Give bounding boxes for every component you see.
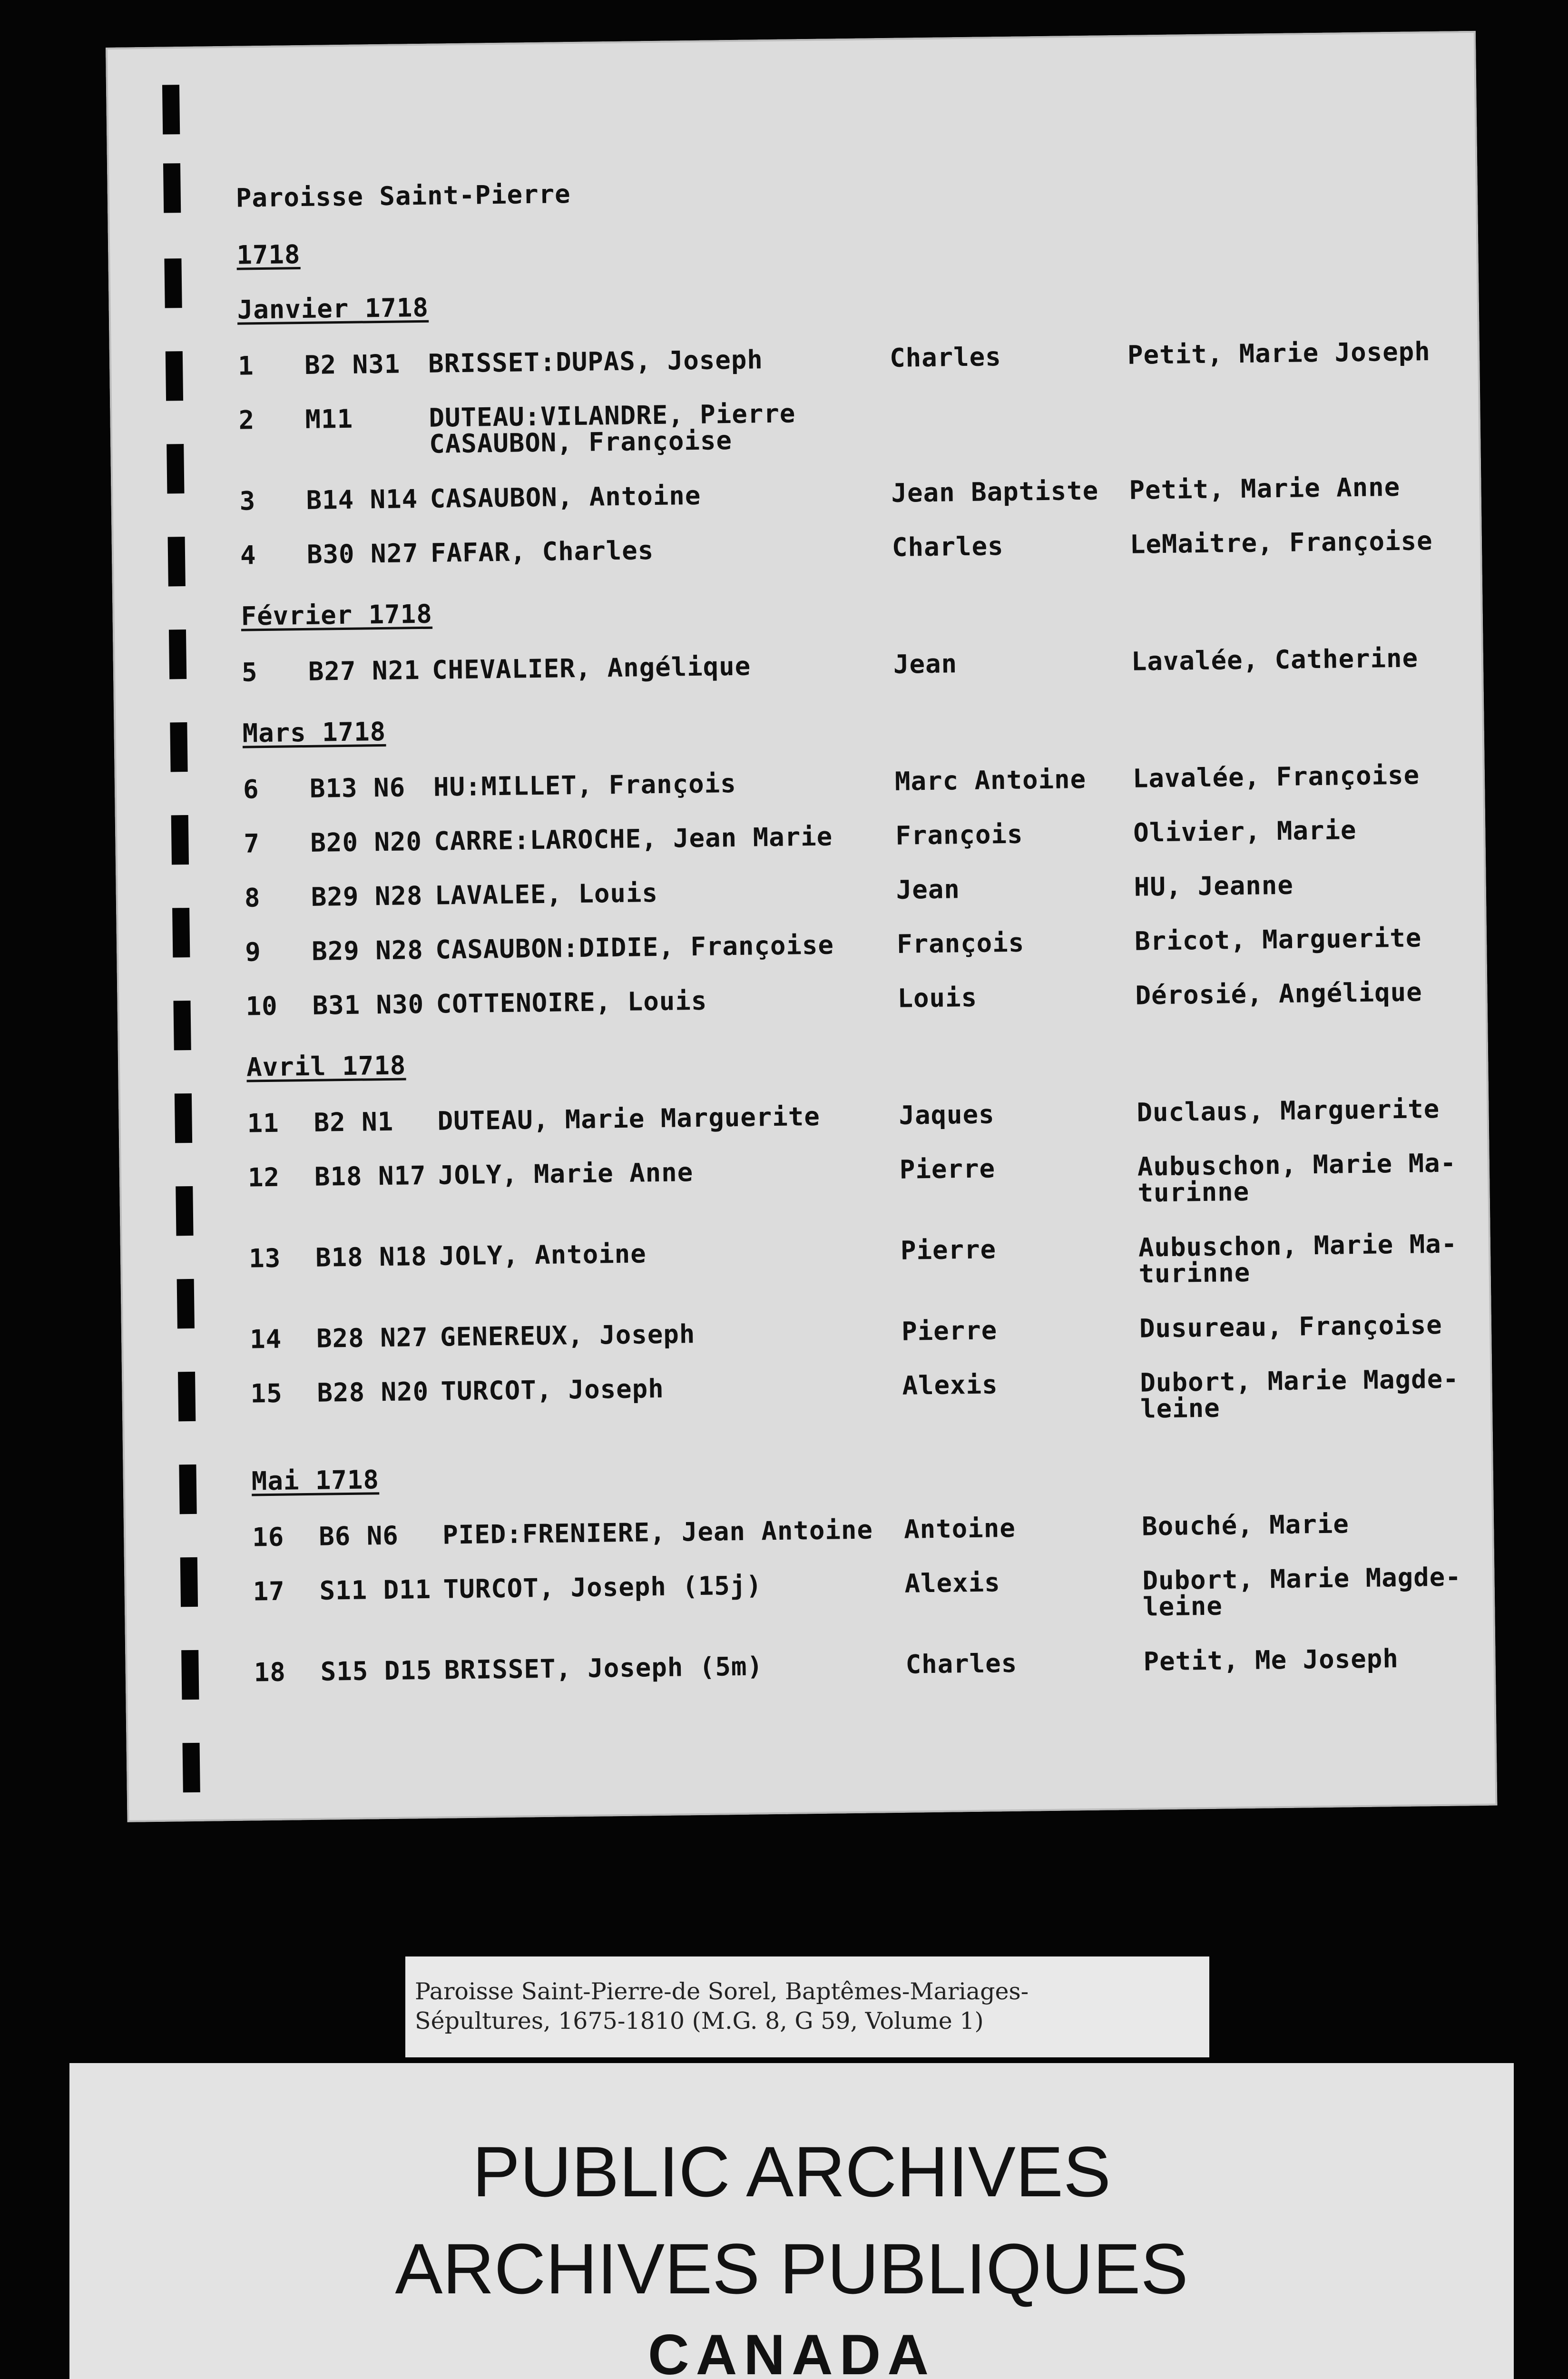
entry-register-codes: S11 D11 [319, 1574, 431, 1606]
entry-mother: Bouché, Marie [1141, 1509, 1350, 1542]
entry-father: Jaques [899, 1099, 995, 1131]
entry-name: DUTEAU:VILANDRE, Pierre [429, 398, 796, 433]
entry-father: François [896, 927, 1025, 959]
entry-father: Charles [905, 1648, 1018, 1680]
entry-mother: Dérosié, Angélique [1135, 977, 1423, 1011]
entry-number: 8 [244, 883, 261, 913]
entry-register-codes: B28 N27 [316, 1322, 429, 1354]
entry-mother: Petit, Me Joseph [1143, 1643, 1399, 1677]
entry-number: 7 [244, 828, 260, 859]
entry-name: BRISSET, Joseph (5m) [444, 1651, 764, 1685]
banner-line-english: PUBLIC ARCHIVES [472, 2132, 1111, 2212]
entry-name: DUTEAU, Marie Marguerite [437, 1101, 821, 1136]
entry-mother: Dubort, Marie Magde- [1140, 1364, 1459, 1398]
entry-name: CARRE:LAROCHE, Jean Marie [434, 821, 833, 856]
caption-line: Sépultures, 1675-1810 (M.G. 8, G 59, Volume 1) [415, 2007, 984, 2035]
entry-mother: Lavalée, Catherine [1131, 643, 1419, 677]
entry-register-codes: S15 D15 [320, 1655, 432, 1687]
entry-mother: Bricot, Marguerite [1134, 923, 1422, 956]
entry-mother-continued: leine [1140, 1393, 1221, 1424]
month-heading: Mai 1718 [251, 1465, 380, 1496]
entry-name: CHEVALIER, Angélique [431, 651, 751, 685]
entry-register-codes: B29 N28 [311, 934, 424, 966]
registration-mark [164, 258, 182, 308]
entry-mother-continued: turinne [1138, 1257, 1251, 1289]
month-heading: Mars 1718 [242, 716, 386, 748]
registration-mark [167, 444, 184, 493]
entry-register-codes: M11 [305, 403, 353, 434]
entry-name: COTTENOIRE, Louis [436, 985, 707, 1019]
entry-number: 11 [247, 1108, 280, 1139]
month-heading: Avril 1718 [246, 1050, 406, 1082]
registration-mark [170, 722, 187, 772]
entry-mother: LeMaitre, Françoise [1129, 525, 1433, 560]
registration-mark [181, 1650, 199, 1700]
entry-mother: Dubort, Marie Magde- [1142, 1562, 1462, 1596]
month-heading: Janvier 1718 [237, 292, 429, 325]
registration-mark [171, 815, 189, 865]
registration-mark [177, 1279, 195, 1328]
entry-mother: Lavalée, Françoise [1132, 760, 1420, 794]
entry-register-codes: B2 N31 [304, 349, 401, 380]
entry-father: Pierre [901, 1315, 998, 1347]
entry-number: 16 [252, 1522, 284, 1553]
entry-register-codes: B20 N20 [310, 826, 422, 858]
entry-father: Marc Antoine [894, 764, 1087, 796]
entry-register-codes: B2 N1 [314, 1106, 394, 1138]
entry-father: Louis [897, 982, 978, 1013]
registration-mark [163, 163, 181, 213]
registration-mark [166, 351, 183, 401]
registration-mark [176, 1186, 193, 1236]
entry-father: Charles [889, 342, 1002, 373]
register-sheet [106, 31, 1497, 1822]
entry-name: GENEREUX, Joseph [440, 1319, 696, 1352]
banner-line-french: ARCHIVES PUBLIQUES [395, 2229, 1188, 2309]
entry-name: FAFAR, Charles [430, 535, 654, 568]
entry-mother: Petit, Marie Joseph [1127, 336, 1431, 370]
entry-number: 13 [248, 1243, 281, 1274]
entry-mother: Aubuschon, Marie Ma- [1138, 1229, 1458, 1263]
entry-mother-continued: turinne [1137, 1176, 1250, 1208]
entry-register-codes: B6 N6 [318, 1520, 399, 1552]
registration-mark [183, 1743, 200, 1792]
entry-mother: HU, Jeanne [1134, 870, 1294, 902]
entry-father: Antoine [903, 1513, 1016, 1544]
registration-mark [172, 908, 190, 957]
entry-father: Jean [893, 649, 958, 679]
entry-name: TURCOT, Joseph (15j) [443, 1570, 763, 1604]
parish-heading: Paroisse Saint-Pierre [235, 179, 571, 213]
entry-name: PIED:FRENIERE, Jean Antoine [442, 1514, 873, 1550]
entry-number: 12 [247, 1162, 280, 1193]
entry-number: 9 [245, 937, 262, 967]
registration-mark [179, 1465, 196, 1514]
entry-name: CASAUBON:DIDIE, Françoise [435, 930, 834, 965]
entry-number: 10 [245, 991, 278, 1022]
entry-mother: Dusureau, Françoise [1139, 1309, 1443, 1344]
entry-register-codes: B29 N28 [311, 880, 423, 912]
entry-mother: Olivier, Marie [1133, 815, 1357, 848]
entry-register-codes: B18 N18 [315, 1241, 428, 1273]
entry-number: 18 [254, 1657, 286, 1688]
month-heading: Février 1718 [241, 599, 433, 631]
entry-name: JOLY, Marie Anne [438, 1157, 694, 1190]
entry-register-codes: B27 N21 [308, 655, 420, 687]
entry-number: 3 [239, 486, 256, 516]
entry-register-codes: B13 N6 [309, 772, 406, 804]
entry-name: TURCOT, Joseph [441, 1373, 665, 1406]
entry-register-codes: B18 N17 [314, 1160, 426, 1192]
year-heading: 1718 [236, 239, 301, 270]
entry-register-codes: B31 N30 [312, 989, 424, 1021]
entry-name: CASAUBON, Antoine [430, 480, 701, 514]
registration-mark [173, 1001, 191, 1050]
entry-name: BRISSET:DUPAS, Joseph [428, 344, 764, 379]
entry-number: 17 [253, 1576, 285, 1607]
entry-name: JOLY, Antoine [439, 1239, 647, 1271]
registration-mark [162, 85, 180, 134]
entry-mother: Duclaus, Marguerite [1137, 1093, 1440, 1128]
registration-mark [180, 1557, 198, 1607]
entry-father: Alexis [904, 1567, 1001, 1599]
registration-mark [175, 1093, 192, 1143]
entry-number: 5 [241, 657, 258, 688]
entry-father: Pierre [899, 1153, 996, 1185]
entry-register-codes: B28 N20 [317, 1376, 429, 1408]
entry-mother: Petit, Marie Anne [1129, 472, 1401, 505]
entry-mother-continued: leine [1142, 1591, 1223, 1622]
entry-number: 14 [249, 1324, 282, 1355]
registration-mark [169, 629, 186, 679]
entry-register-codes: B30 N27 [306, 538, 419, 570]
entry-father: Jean [896, 874, 960, 905]
entry-father: Jean Baptiste [891, 475, 1099, 508]
entry-father: Alexis [902, 1369, 998, 1401]
entry-number: 6 [243, 774, 259, 805]
registration-mark [178, 1372, 196, 1421]
entry-name-continued: CASAUBON, Françoise [429, 425, 733, 459]
entry-name: LAVALEE, Louis [434, 877, 658, 911]
entry-father: Charles [892, 531, 1004, 562]
entry-father: François [895, 819, 1023, 851]
registration-mark [168, 537, 186, 586]
entry-number: 2 [238, 405, 255, 435]
entry-father: Pierre [900, 1234, 997, 1266]
entry-mother: Aubuschon, Marie Ma- [1137, 1148, 1457, 1182]
entry-name: HU:MILLET, François [433, 768, 737, 802]
archives-banner [69, 2063, 1514, 2379]
caption-label [405, 1956, 1209, 2057]
entry-number: 4 [240, 540, 256, 570]
caption-line: Paroisse Saint-Pierre-de Sorel, Baptêmes-Mariages- [415, 1978, 1029, 2005]
entry-register-codes: B14 N14 [306, 484, 418, 515]
entry-number: 1 [237, 351, 255, 381]
banner-line-country: CANADA [648, 2323, 935, 2379]
entry-number: 15 [250, 1378, 283, 1409]
